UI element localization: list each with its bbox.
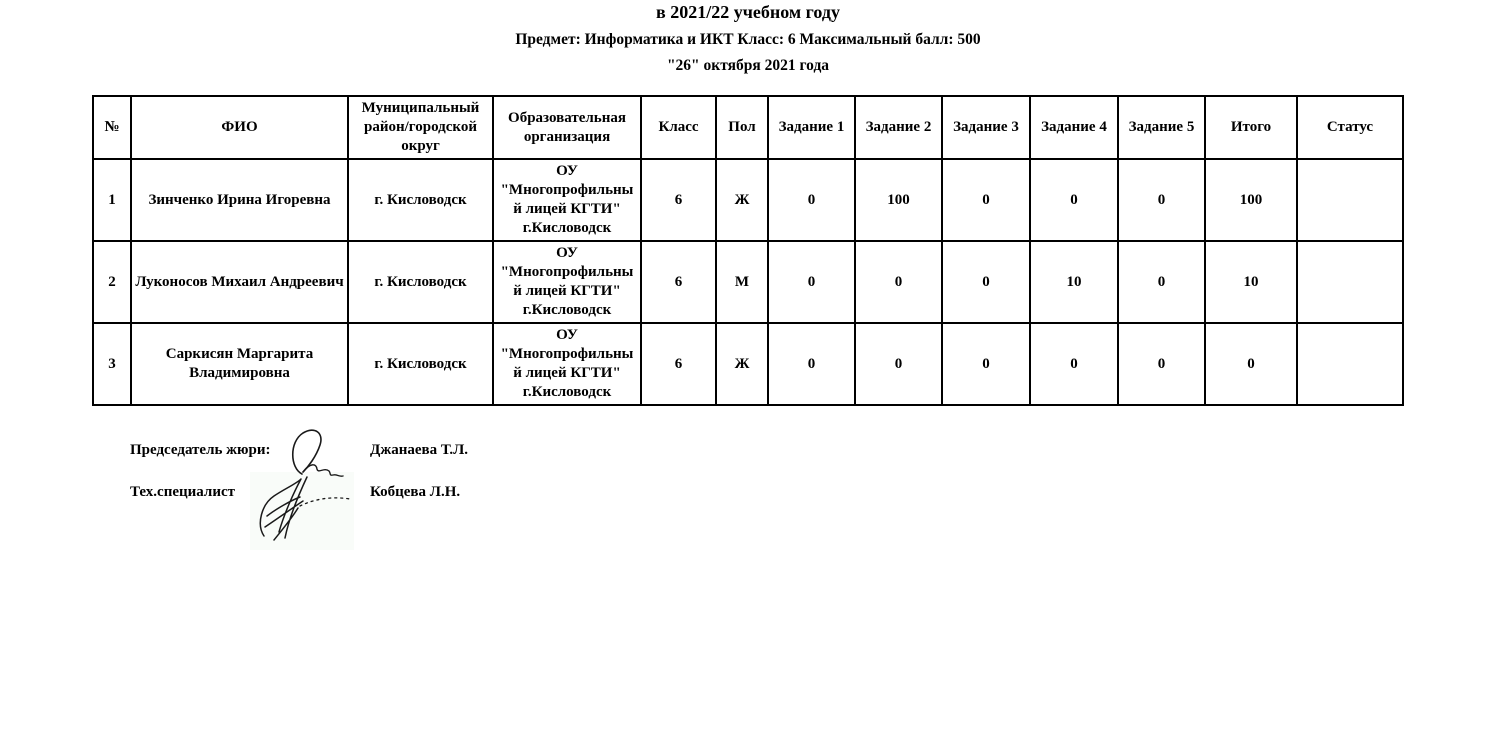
column-header: Статус	[1297, 96, 1403, 159]
table-cell: г. Кисловодск	[348, 323, 493, 405]
table-cell: Зинченко Ирина Игоревна	[131, 159, 348, 241]
table-cell: 0	[1118, 323, 1205, 405]
table-cell: Саркисян Маргарита Владимировна	[131, 323, 348, 405]
column-header: Класс	[641, 96, 716, 159]
jury-chair-name: Джанаева Т.Л.	[370, 442, 469, 458]
table-cell: ОУ "Многопрофильный лицей КГТИ" г.Кисловодск	[493, 323, 641, 405]
table-cell: М	[716, 241, 768, 323]
table-cell: 0	[855, 323, 942, 405]
title-date-line: "26" октября 2021 года	[666, 57, 830, 74]
column-header: Задание 5	[1118, 96, 1205, 159]
table-cell: г. Кисловодск	[348, 241, 493, 323]
column-header: №	[93, 96, 131, 159]
table-cell: 0	[768, 323, 855, 405]
column-header: ФИО	[131, 96, 348, 159]
table-cell: 0	[855, 241, 942, 323]
table-row	[93, 323, 1403, 405]
document-header	[0, 0, 1496, 76]
table-cell: 0	[942, 159, 1030, 241]
table-cell: 0	[942, 241, 1030, 323]
table-cell: 0	[1118, 159, 1205, 241]
table-body	[93, 159, 1403, 405]
table-cell: 6	[641, 241, 716, 323]
table-cell: 0	[768, 159, 855, 241]
table-cell: 100	[855, 159, 942, 241]
column-header: Задание 2	[855, 96, 942, 159]
column-header: Задание 3	[942, 96, 1030, 159]
table-cell: 0	[1030, 159, 1118, 241]
signature-scribble-tech	[254, 474, 356, 550]
table-cell	[1297, 159, 1403, 241]
table-cell: 0	[1118, 241, 1205, 323]
column-header: Задание 4	[1030, 96, 1118, 159]
table-cell: 2	[93, 241, 131, 323]
table-cell: 0	[1205, 323, 1297, 405]
table-cell	[1297, 241, 1403, 323]
table-cell: 3	[93, 323, 131, 405]
table-cell: г. Кисловодск	[348, 159, 493, 241]
table-cell: 0	[768, 241, 855, 323]
table-cell: Луконосов Михаил Андреевич	[131, 241, 348, 323]
table-cell: 6	[641, 323, 716, 405]
table-cell: 0	[1030, 323, 1118, 405]
tech-specialist-name: Кобцева Л.Н.	[370, 484, 461, 500]
table-row	[93, 159, 1403, 241]
table-cell: 6	[641, 159, 716, 241]
table-cell: 0	[942, 323, 1030, 405]
signature-scribble-jury	[286, 426, 356, 480]
table-cell: ОУ "Многопрофильный лицей КГТИ" г.Кисловодск	[493, 159, 641, 241]
table-cell: 1	[93, 159, 131, 241]
tech-specialist-label: Тех.специалист	[130, 484, 235, 500]
column-header: Образовательная организация	[493, 96, 641, 159]
table-cell: Ж	[716, 159, 768, 241]
table-cell: ОУ "Многопрофильный лицей КГТИ" г.Кисловодск	[493, 241, 641, 323]
column-header: Задание 1	[768, 96, 855, 159]
table-header-row	[93, 96, 1403, 159]
jury-chair-label: Председатель жюри:	[130, 442, 271, 458]
table-cell: 10	[1030, 241, 1118, 323]
title-subject-line: Предмет: Информатика и ИКТ Класс: 6 Максимальный балл: 500	[515, 31, 981, 48]
table-cell: 100	[1205, 159, 1297, 241]
table-cell: 10	[1205, 241, 1297, 323]
column-header: Пол	[716, 96, 768, 159]
column-header: Итого	[1205, 96, 1297, 159]
results-table	[92, 95, 1404, 406]
title-year-line: в 2021/22 учебном году	[656, 2, 840, 22]
table-row	[93, 241, 1403, 323]
table-cell	[1297, 323, 1403, 405]
column-header: Муниципальный район/городской округ	[348, 96, 493, 159]
table-cell: Ж	[716, 323, 768, 405]
